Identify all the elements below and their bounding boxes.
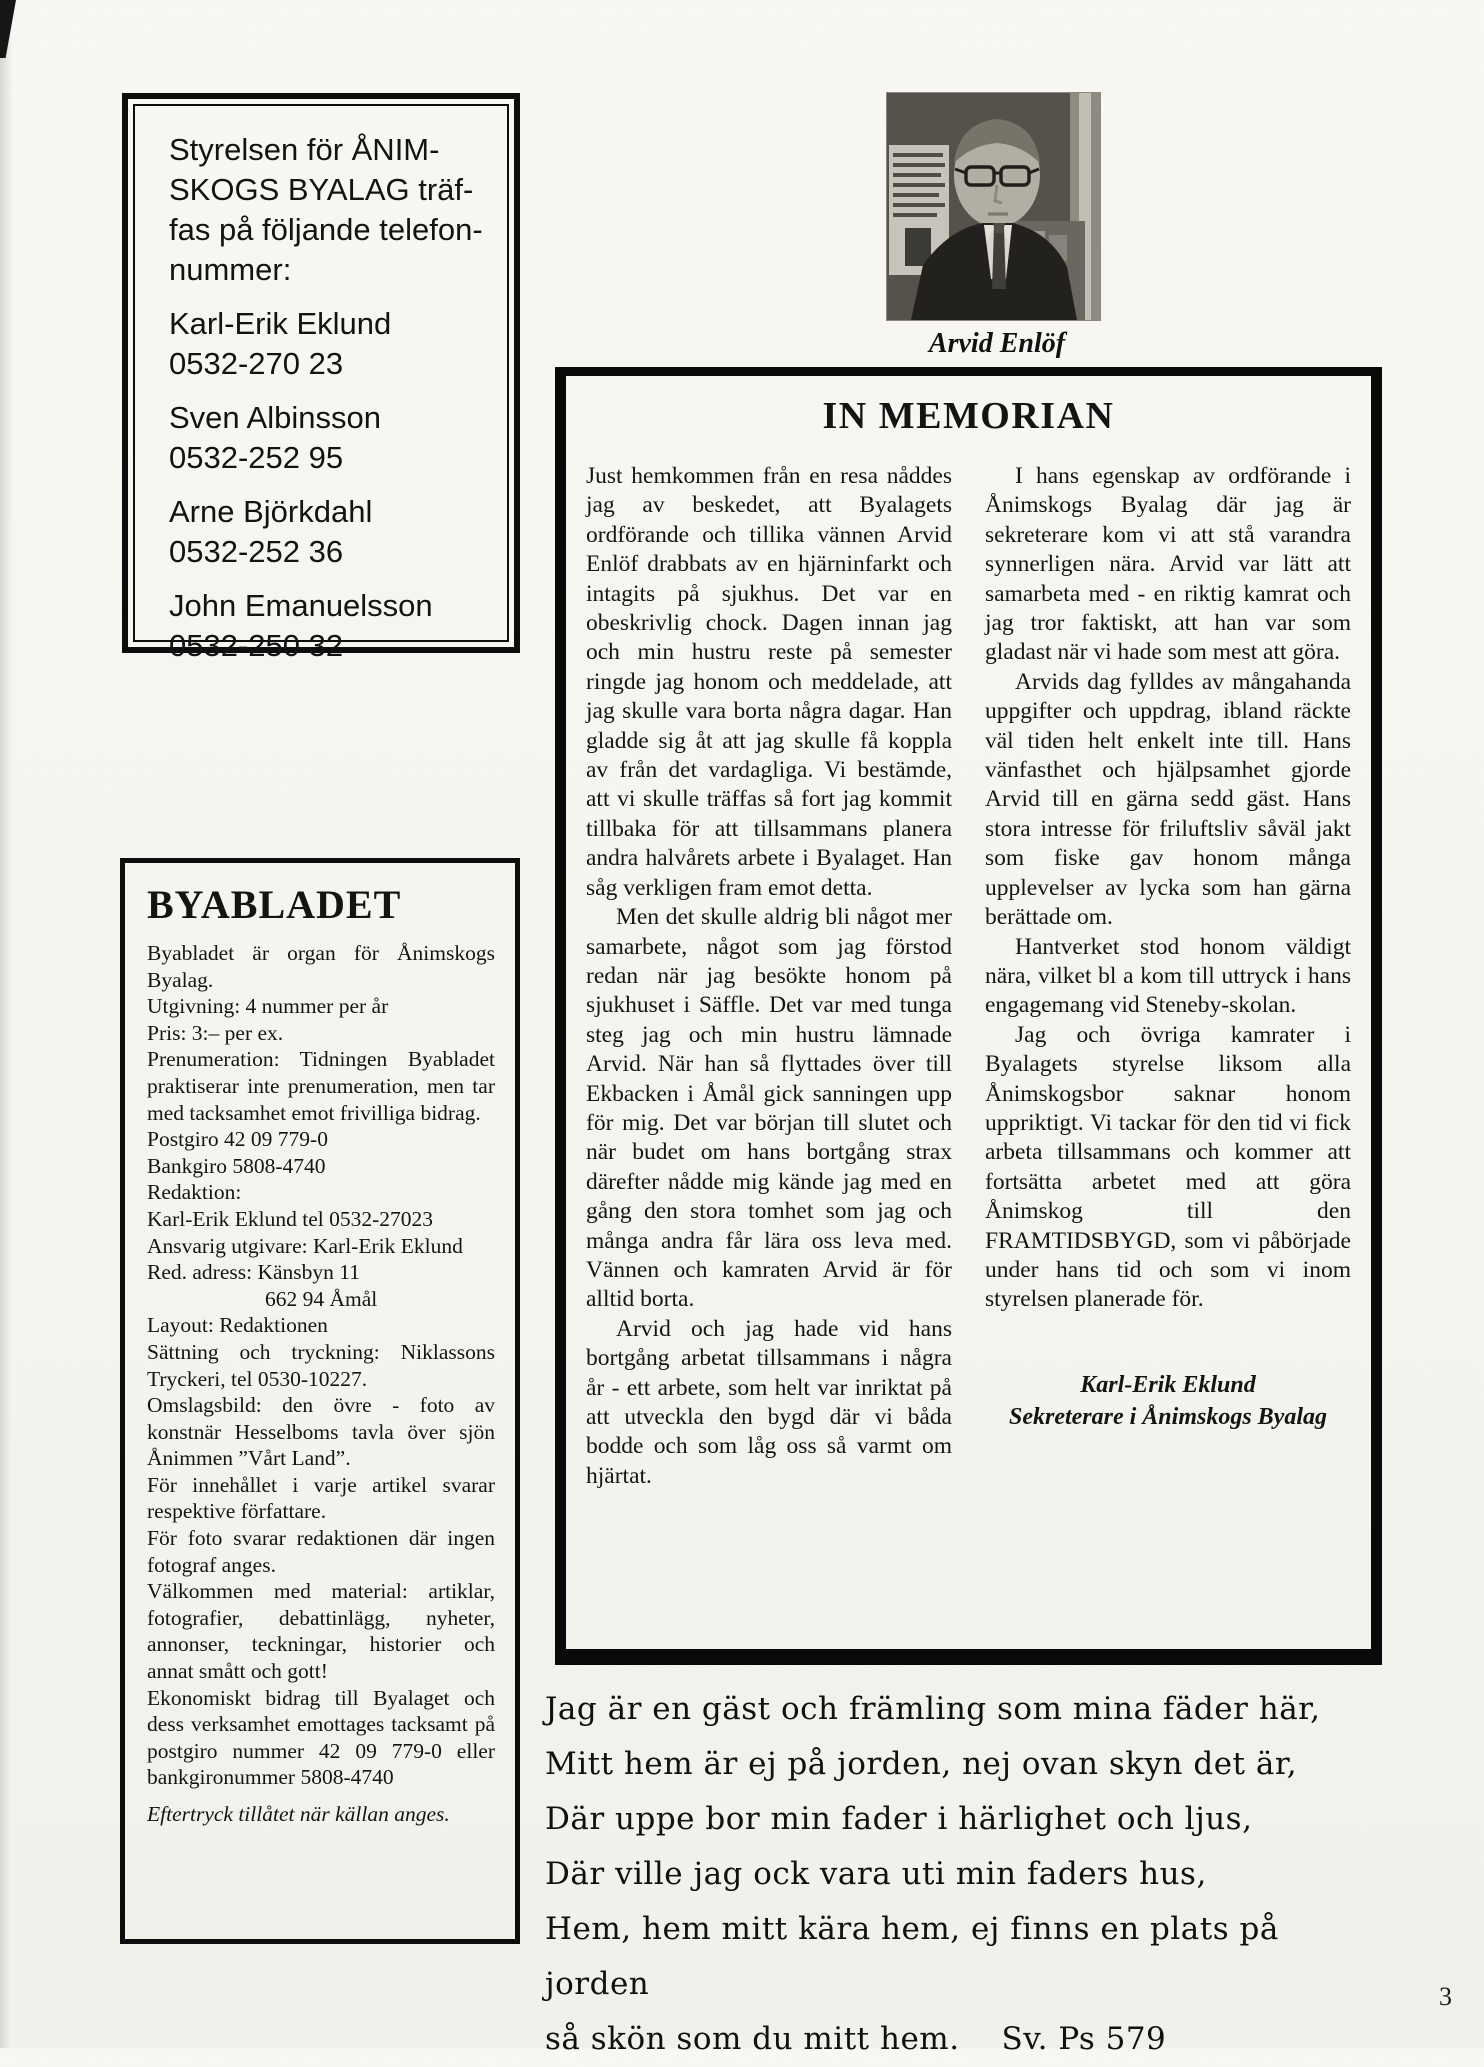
- byabladet-line: Bankgiro 5808-4740: [147, 1153, 326, 1178]
- byabladet-line: Redaktion:: [147, 1180, 242, 1205]
- contact-entry: [169, 398, 483, 478]
- page-number: 3: [1439, 1982, 1452, 2011]
- byabladet-line: Byabladet är organ för Ånimskogs Byalag.: [147, 941, 495, 992]
- board-contact-box-inner: [133, 104, 509, 663]
- byabladet-line: Layout: Redaktionen: [147, 1313, 328, 1338]
- signature-role: Sekreterare i Ånimskogs Byalag: [1008, 1403, 1327, 1430]
- contact-entry: [169, 304, 483, 384]
- byabladet-line: Red. adress: Känsbyn 11: [147, 1260, 360, 1285]
- byabladet-line: Ansvarig utgivare: Karl-Erik Eklund: [147, 1233, 463, 1258]
- article-paragraph: Hantverket stod honom väldigt nära, vilket bl a kom till uttryck i hans engagemang vid Steneby-skolan.: [985, 933, 1351, 1019]
- contact-intro-line: SKOGS BYALAG träf-: [169, 172, 474, 207]
- contact-intro-line: nummer:: [169, 252, 292, 287]
- poem-line: Jag är en gäst och främling som mina fäder här,: [545, 1691, 1321, 1727]
- byabladet-line: Prenumeration: Tidningen Byabladet praktiserar inte prenumeration, men tar med tacksamhet emot frivilliga bidrag.: [147, 1047, 495, 1125]
- byabladet-line: För innehållet i varje artikel svarar respektive författare.: [147, 1472, 495, 1524]
- poem-line: Där ville jag ock vara uti min faders hus,: [545, 1856, 1207, 1892]
- byabladet-footer: Eftertryck tillåtet när källan anges.: [147, 1802, 450, 1826]
- photo-caption: Arvid Enlöf: [928, 328, 1066, 359]
- article-signature: [985, 1369, 1351, 1433]
- article-paragraph: Just hemkommen från en resa nåddes jag av beskedet, att Byalagets ordförande och tillika vännen Arvid Enlöf drabbats av en hjärninfarkt och intagits på sjukhus. Det var en obeskrivlig chock. Dagen innan jag och min hustru reste på semester ringde jag honom och meddelade, att jag skulle vara borta några dagar. Han gladde sig åt att jag skulle få koppla av från det vardagliga. Vi bestämde, att vi skulle träffas så fort jag kommit tillbaka för att tillsammans planera andra halvårets arbete i Byalaget. Han såg verkligen fram emot detta.: [586, 463, 952, 901]
- contact-name: Arne Björkdahl: [169, 494, 373, 529]
- contact-entry: [169, 492, 483, 572]
- byabladet-line: Sättning och tryckning: Niklassons Tryckeri, tel 0530-10227.: [147, 1339, 495, 1391]
- contact-entry: [169, 586, 483, 666]
- byabladet-line: Ekonomiskt bidrag till Byalaget och dess verksamhet emottages tacksamt på postgiro nummer 42 09 779-0 eller bankgironummer 5808-4740: [147, 1685, 495, 1790]
- poem-line: Där uppe bor min fader i härlighet och ljus,: [545, 1801, 1253, 1837]
- article-paragraph: Arvid och jag hade vid hans bortgång arbetat tillsammans i några år - ett arbete, som helt var inriktat på att utveckla den bygd där vi båda bodde och som låg oss så varmt om hjärtat.: [586, 1315, 952, 1489]
- article-paragraph: Arvids dag fylldes av mångahanda uppgifter och uppdrag, ibland räckte väl tiden helt enkelt inte till. Hans vänfasthet och hjälpsamhet gjorde Arvid till en gärna sedd gäst. Hans stora intresse för friluftsliv såväl jakt som fiske gav honom många upplevelser av lycka som han gärna berättade om.: [985, 668, 1351, 931]
- byabladet-title: BYABLADET: [147, 882, 402, 927]
- article-column-right: [985, 462, 1351, 1491]
- page-edge-shade: [0, 0, 12, 2048]
- poem-attribution: Sv. Ps 579: [1001, 2021, 1167, 2057]
- poem-line-text: så skön som du mitt hem.: [545, 2021, 960, 2057]
- contact-intro: [169, 130, 483, 290]
- byabladet-line: 662 94 Åmål: [265, 1286, 378, 1311]
- contact-phone: 0532-252 36: [169, 534, 344, 569]
- byabladet-line: Utgivning: 4 nummer per år: [147, 994, 389, 1019]
- contact-name: Sven Albinsson: [169, 400, 381, 435]
- byabladet-line: Omslagsbild: den övre - foto av konstnär Hesselboms tavla över sjön Ånimmen ”Vårt Land”.: [147, 1393, 495, 1471]
- contact-name: John Emanuelsson: [169, 588, 433, 623]
- article-column-left: [586, 462, 952, 1491]
- signature-name: Karl-Erik Eklund: [1080, 1371, 1256, 1398]
- memorial-article-box: [555, 367, 1382, 1665]
- article-paragraph: Men det skulle aldrig bli något mer samarbete, något som jag förstod redan när jag besökte honom på sjukhuset i Säffle. Det var med tunga steg jag och min hustru lämnade Arvid. När han så flyttades över till Ekbacken i Åmål gick sanningen upp för mig. Det var början till slutet och när budet om hans bortgång strax därefter nådde mig kände jag med en gång den stora tomhet som jag och många andra får lära oss leva med. Vännen och kamraten Arvid är för alltid borta.: [586, 904, 952, 1313]
- article-title: IN MEMORIAN: [822, 395, 1115, 437]
- article-paragraph: Jag och övriga kamrater i Byalagets styrelse liksom alla Ånimskogsbor saknar honom uppriktigt. Vi tackar för den tid vi fick arbeta tillsammans och kommer att fortsätta arbetet med att göra Ånimskog till den FRAMTIDSBYGD, som vi påbörjade under hans tid och som vi inom styrelsen planerade för.: [985, 1021, 1351, 1313]
- contact-name: Karl-Erik Eklund: [169, 306, 392, 341]
- contact-phone: 0532-270 23: [169, 346, 344, 381]
- contact-intro-line: fas på följande telefon-: [169, 212, 483, 247]
- article-columns: [586, 462, 1351, 1491]
- contact-phone: 0532-252 95: [169, 440, 344, 475]
- byabladet-info-box: [120, 858, 520, 1944]
- byabladet-line: För foto svarar redaktionen där ingen fotograf anges.: [147, 1526, 495, 1577]
- byabladet-line: Välkommen med material: artiklar, fotografier, debattinlägg, nyheter, annonser, teckningar, historier och annat smått och gott!: [147, 1579, 495, 1684]
- article-paragraph: I hans egenskap av ordförande i Ånimskogs Byalag där jag är sekreterare kom vi att stå varandra synnerligen nära. Arvid var lätt att samarbeta med - en riktig kamrat och jag tror faktiskt, att han var som gladast när vi hade som mest att göra.: [985, 463, 1351, 666]
- poem-line: Hem, hem mitt kära hem, ej finns en plats på jorden: [545, 1911, 1279, 2002]
- contact-intro-line: Styrelsen för ÅNIM-: [169, 132, 440, 167]
- psalm-verse: [545, 1682, 1375, 2067]
- poem-line: Mitt hem är ej på jorden, nej ovan skyn det är,: [545, 1746, 1298, 1782]
- poem-line: [545, 2012, 1375, 2067]
- byabladet-line: Postgiro 42 09 779-0: [147, 1127, 328, 1152]
- portrait-photo: [887, 93, 1100, 320]
- contact-phone: 0532-250 32: [169, 628, 344, 663]
- byabladet-line: Karl-Erik Eklund tel 0532-27023: [147, 1206, 434, 1231]
- byabladet-line: Pris: 3:– per ex.: [147, 1020, 284, 1045]
- board-contact-box: [122, 93, 520, 663]
